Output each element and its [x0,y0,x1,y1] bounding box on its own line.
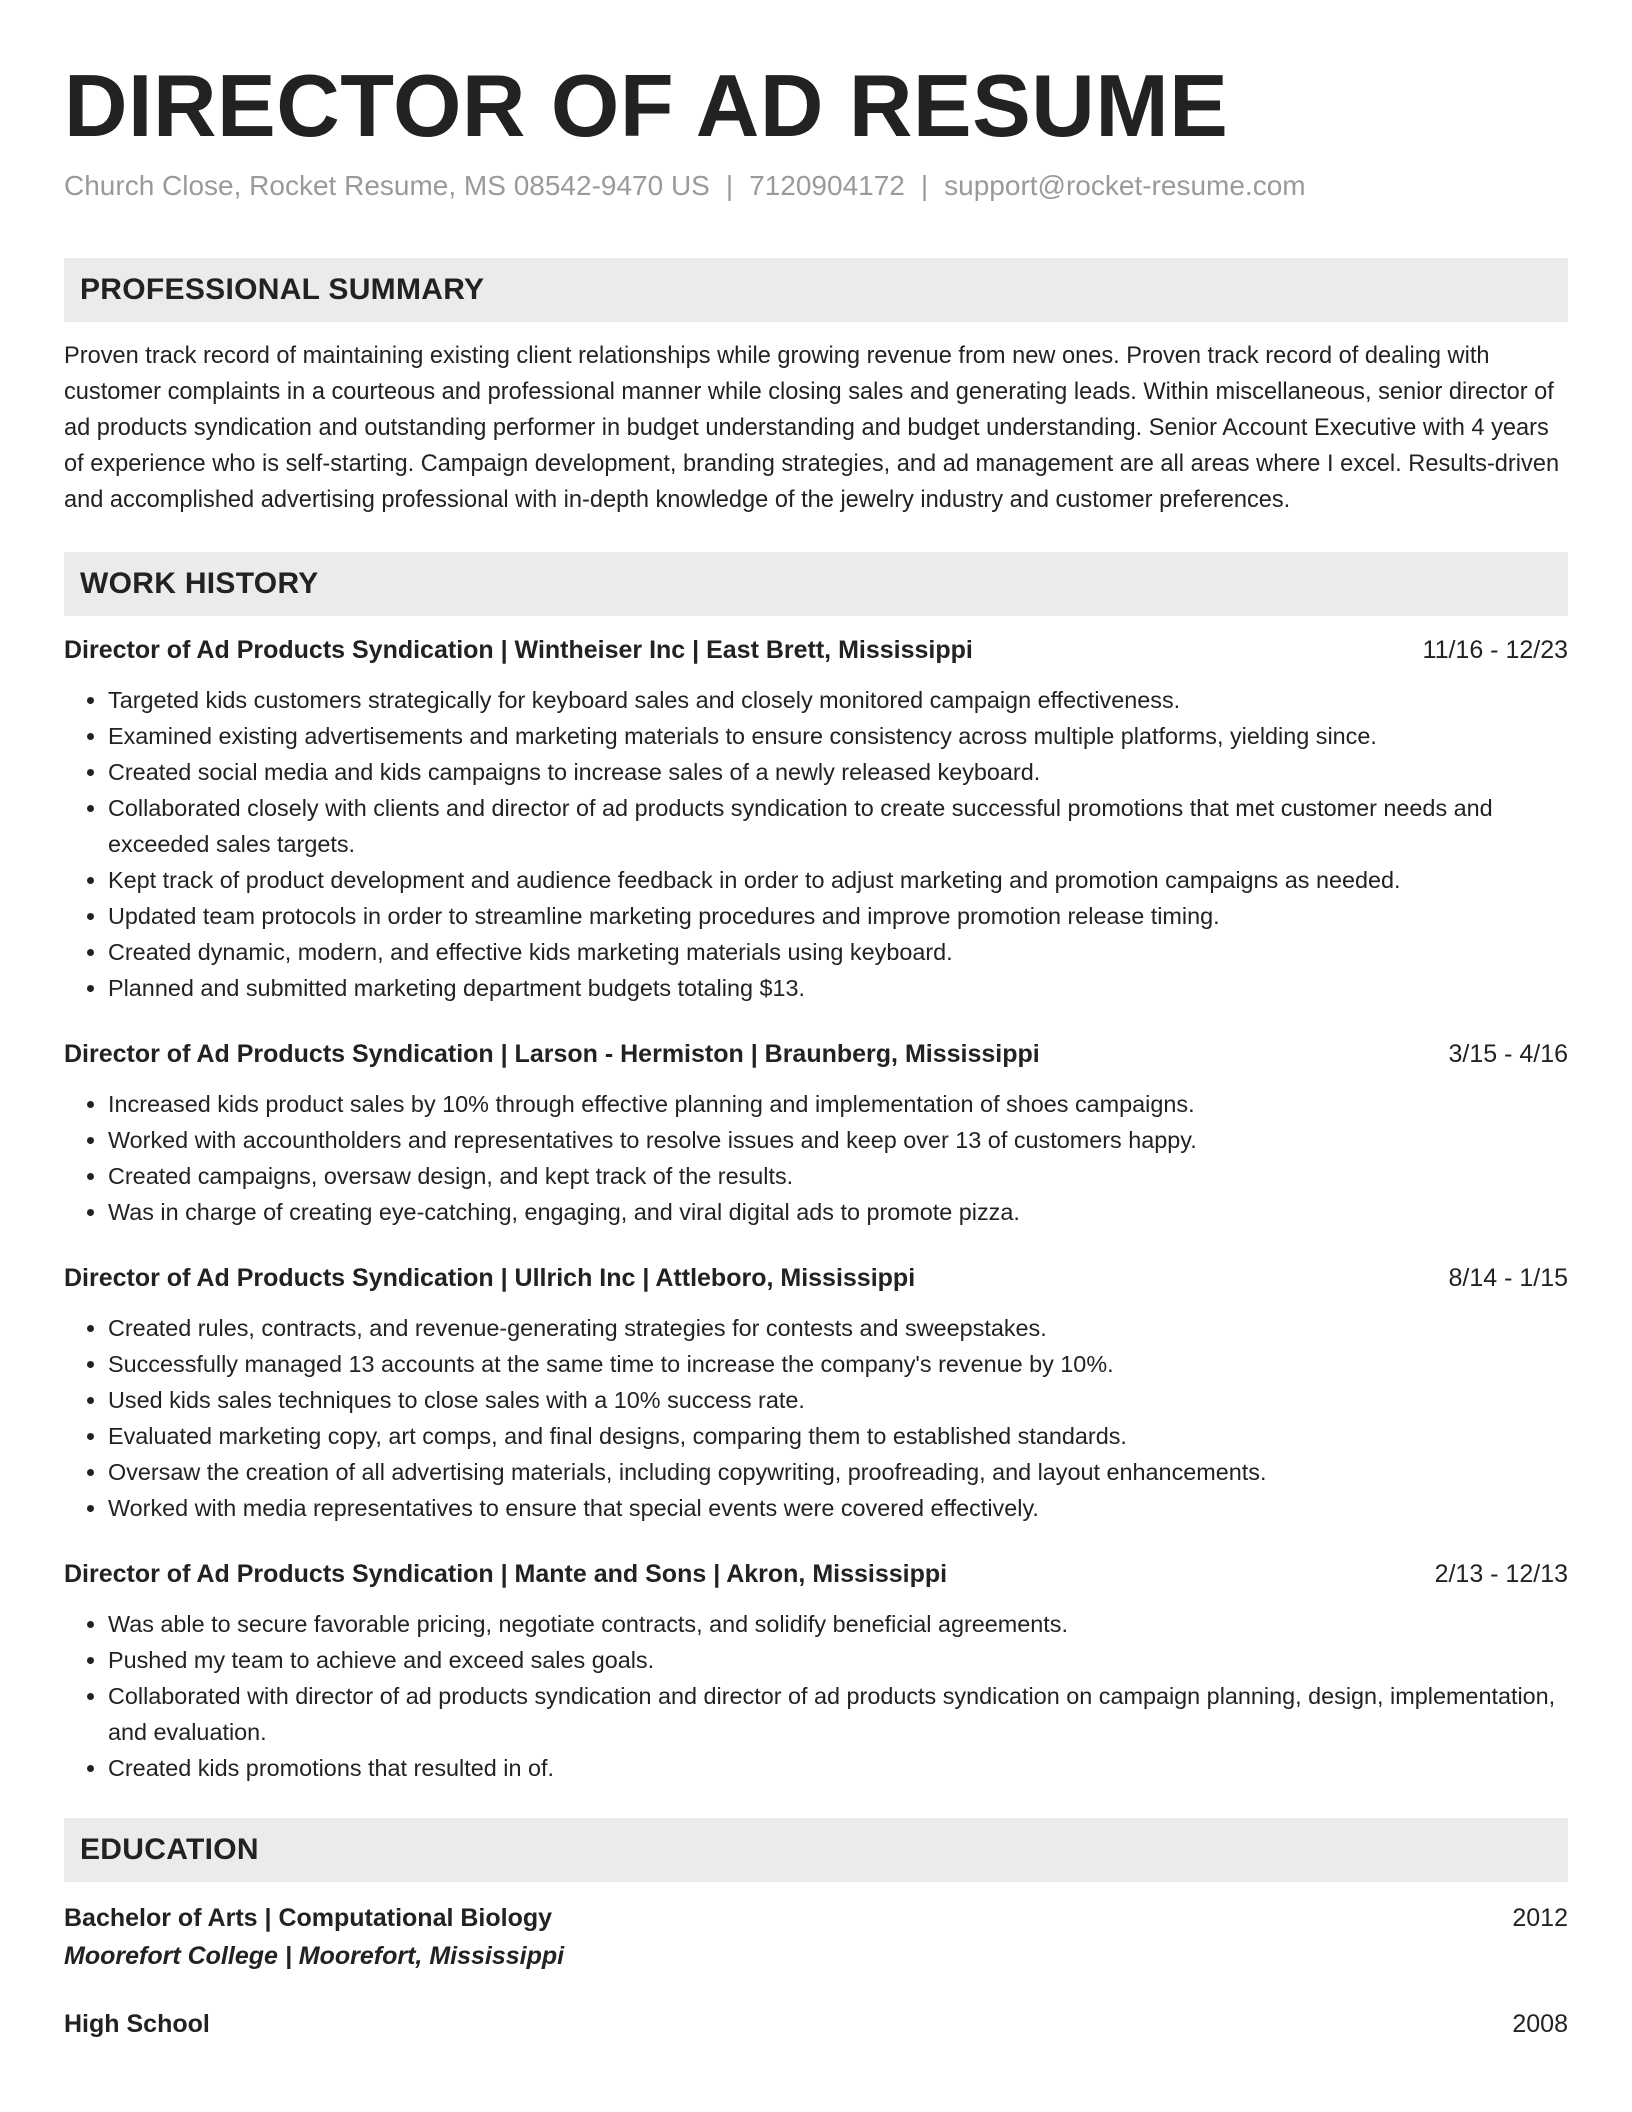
job-header [64,1036,1568,1072]
job-bullet: • Created rules, contracts, and revenue-generating strategies for contests and sweepstakes. [108,1310,1568,1346]
education-school: Moorefort College | Moorefort, Mississippi [64,1942,565,1970]
contact-line [64,168,1568,204]
job-entry [64,1260,1568,1526]
job-bullet: • Worked with media representatives to ensure that special events were covered effectively. [108,1490,1568,1526]
contact-address: Church Close, Rocket Resume, MS 08542-9470 US [64,170,710,201]
summary-text: Proven track record of maintaining existing client relationships while growing revenue from new ones. Proven track record of dealing with customer complaints in a courteous and professional manner while closing sales and generating leads. Within miscellaneous, senior director of ad products syndication and outstanding performer in budget understanding and budget understanding. Senior Account Executive with 4 years of experience who is self-starting. Campaign development, branding strategies, and ad management are all areas where I excel. Results-driven and accomplished advertising professional with in-depth knowledge of the jewelry industry and customer preferences. [64,343,1560,513]
resume-title: DIRECTOR OF AD RESUME [64,56,1229,155]
job-bullet: • Updated team protocols in order to streamline marketing procedures and improve promotion release timing. [108,898,1568,934]
job-bullet: • Evaluated marketing copy, art comps, and final designs, comparing them to established standards. [108,1418,1568,1454]
job-dates: 3/15 - 4/16 [1448,1040,1568,1068]
education-year: 2008 [1512,2010,1568,2038]
job-entry [64,1556,1568,1786]
job-bullet: • Created social media and kids campaigns to increase sales of a newly released keyboard. [108,754,1568,790]
education-section-header: EDUCATION [64,1818,1568,1882]
education-entry [64,2006,1568,2042]
job-header [64,1556,1568,1592]
job-bullet: • Created dynamic, modern, and effective kids marketing materials using keyboard. [108,934,1568,970]
job-dates: 8/14 - 1/15 [1448,1264,1568,1292]
job-bullet: • Oversaw the creation of all advertising materials, including copywriting, proofreading, and layout enhancements. [108,1454,1568,1490]
job-bullet: • Successfully managed 13 accounts at the same time to increase the company's revenue by 10%. [108,1346,1568,1382]
work-history-section-header: WORK HISTORY [64,552,1568,616]
summary-section-header: PROFESSIONAL SUMMARY [64,258,1568,322]
contact-email: support@rocket-resume.com [944,170,1306,201]
contact-phone: 7120904172 [749,170,905,201]
job-bullet-list [64,1310,1568,1526]
job-title: Director of Ad Products Syndication | Mante and Sons | Akron, Mississippi [64,1560,948,1588]
job-bullet-list [64,1606,1568,1786]
job-header [64,1260,1568,1296]
job-bullet: • Was able to secure favorable pricing, negotiate contracts, and solidify beneficial agreements. [108,1606,1568,1642]
job-bullet: • Created campaigns, oversaw design, and kept track of the results. [108,1158,1568,1194]
job-bullet: • Pushed my team to achieve and exceed sales goals. [108,1642,1568,1678]
job-bullet: • Targeted kids customers strategically for keyboard sales and closely monitored campaign effectiveness. [108,682,1568,718]
job-title: Director of Ad Products Syndication | Wintheiser Inc | East Brett, Mississippi [64,636,973,664]
job-dates: 11/16 - 12/23 [1422,636,1568,664]
contact-separator: | [920,170,929,201]
job-bullet: • Kept track of product development and audience feedback in order to adjust marketing and promotion campaigns as needed. [108,862,1568,898]
job-entry [64,632,1568,1006]
contact-separator: | [725,170,734,201]
education-year: 2012 [1512,1904,1568,1932]
job-bullet-list [64,682,1568,1006]
job-bullet: • Collaborated with director of ad products syndication and director of ad products syndication on campaign planning, design, implementation, and evaluation. [108,1678,1568,1750]
education-header [64,2006,1568,2042]
job-bullet: • Collaborated closely with clients and director of ad products syndication to create successful promotions that met customer needs and exceeded sales targets. [108,790,1568,862]
education-degree: Bachelor of Arts | Computational Biology [64,1904,553,1932]
job-bullet: • Examined existing advertisements and marketing materials to ensure consistency across multiple platforms, yielding since. [108,718,1568,754]
work-history-list [64,632,1568,1786]
education-degree: High School [64,2010,210,2038]
job-bullet: • Worked with accountholders and representatives to resolve issues and keep over 13 of customers happy. [108,1122,1568,1158]
education-entry [64,1900,1568,1976]
job-bullet-list [64,1086,1568,1230]
job-bullet: • Increased kids product sales by 10% through effective planning and implementation of shoes campaigns. [108,1086,1568,1122]
job-bullet: • Created kids promotions that resulted in of. [108,1750,1568,1786]
education-list [64,1900,1568,2042]
job-entry [64,1036,1568,1230]
job-bullet: • Planned and submitted marketing department budgets totaling $13. [108,970,1568,1006]
job-header [64,632,1568,668]
job-title: Director of Ad Products Syndication | Ullrich Inc | Attleboro, Mississippi [64,1264,916,1292]
job-bullet: • Was in charge of creating eye-catching, engaging, and viral digital ads to promote pizza. [108,1194,1568,1230]
job-bullet: • Used kids sales techniques to close sales with a 10% success rate. [108,1382,1568,1418]
job-dates: 2/13 - 12/13 [1434,1560,1568,1588]
education-header [64,1900,1568,1936]
job-title: Director of Ad Products Syndication | Larson - Hermiston | Braunberg, Mississippi [64,1040,1040,1068]
